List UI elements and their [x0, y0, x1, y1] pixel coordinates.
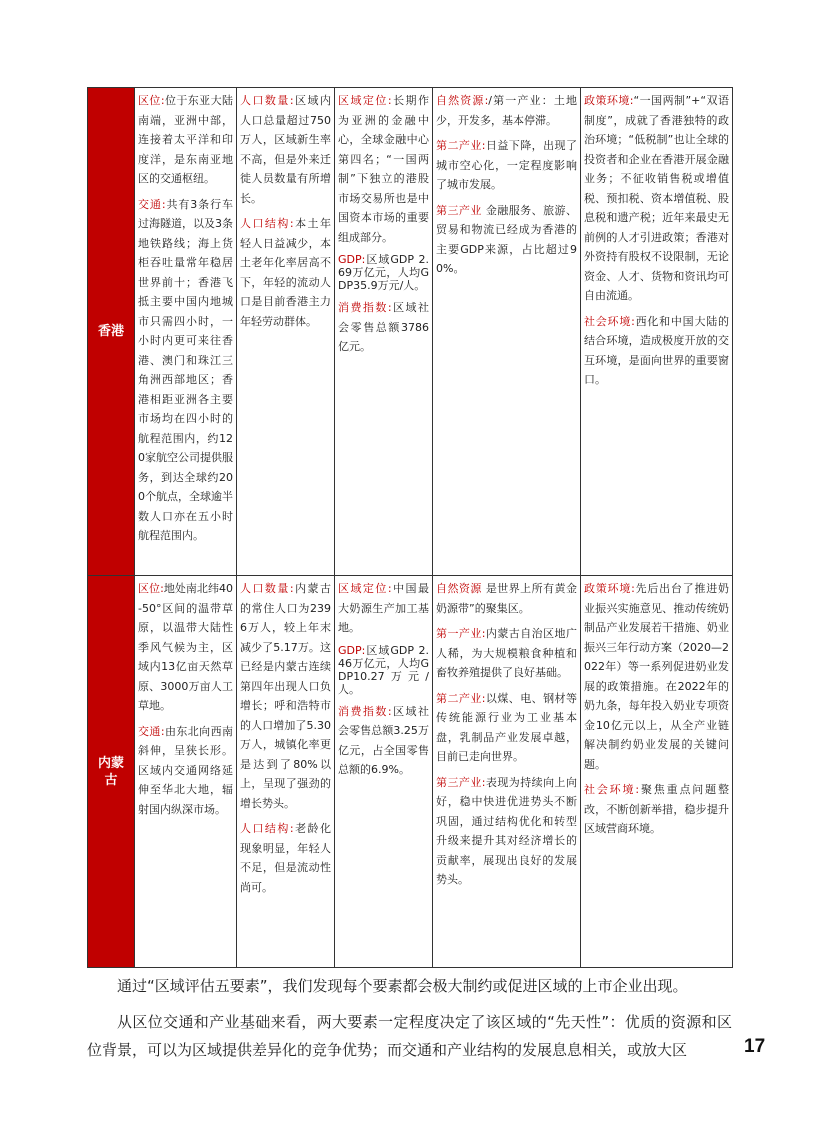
im-transport: 交通:由东北向西南斜伸，呈狭长形。区域内交通网络延伸至华北大地，辐射国内纵深市场。 — [138, 724, 233, 816]
hk-positioning-cell — [335, 88, 433, 576]
region-name-inner-mongolia: 内蒙古 — [88, 576, 135, 968]
region-comparison-table — [87, 87, 733, 968]
im-tertiary-industry: 第三产业:表现为持续向上向好，稳中快进优进势头不断巩固，通过结构优化和转型升级来提升其对经济增长的贡献率，展现出良好的发展势头。 — [436, 775, 577, 886]
hk-gdp: GDP:区域GDP 2.69万亿元，人均GDP35.9万元/人。 — [338, 253, 429, 292]
im-industry-cell — [433, 576, 581, 968]
im-gdp: GDP:区域GDP 2.46万亿元，人均GDP10.27万元/人。 — [338, 643, 429, 696]
hk-policy-environment: 政策环境:“一国两制”+“双语制度”，成就了香港独特的政治环境；“低税制”也让全球的投资者和企业在香港开展金融业务；不征收销售税或增值税、预扣税、资本增值税、股息税和遗产税；近年来最史无前例的人才引进政策；香港对外资持有股权不设限制，无论资金、人才、货物和资讯均可自由流通。 — [584, 94, 729, 302]
hk-natural-resources: 自然资源:/第一产业：土地少，开发多，基本停滞。 — [436, 94, 577, 127]
im-population-cell — [237, 576, 335, 968]
im-natural-resources: 自然资源 是世界上所有黄金奶源带”的聚集区。 — [436, 582, 578, 615]
hk-positioning: 区域定位:长期作为亚洲的金融中心，全球金融中心第四名；“一国两制”下独立的港股市场交易所也是中国资本市场的重要组成部分。 — [338, 94, 429, 244]
im-positioning-cell — [335, 576, 433, 968]
im-positioning: 区域定位:中国最大奶源生产加工基地。 — [338, 582, 429, 634]
table-row-hongkong — [88, 88, 733, 576]
hk-population-size: 人口数量:区域内人口总量超过750万人，区域新生率不高，但是外来迁徙人员数量有所增长。 — [240, 94, 331, 205]
hk-location: 区位:位于东亚大陆南端，亚洲中部，连接着太平洋和印度洋，是东南亚地区的交通枢纽。 — [138, 94, 233, 185]
hk-industry-cell — [433, 88, 581, 576]
im-population-structure: 人口结构:老龄化现象明显，年轻人不足，但是流动性尚可。 — [240, 822, 331, 894]
hk-social-environment: 社会环境:西化和中国大陆的结合环境，造成极度开放的交互环境，是面向世界的重要窗口。 — [584, 314, 729, 386]
im-location-transport-cell — [135, 576, 237, 968]
hk-environment-cell — [581, 88, 733, 576]
im-primary-industry: 第一产业:内蒙古自治区地广人稀，为大规模粮食种植和畜牧养殖提供了良好基础。 — [436, 627, 577, 679]
table-row-inner-mongolia — [88, 576, 733, 968]
im-location: 区位:地处南北纬40-50°区间的温带草原，以温带大陆性季风气候为主，区域内13亿亩天然草原、3000万亩人工草地。 — [138, 582, 233, 712]
hk-secondary-industry: 第二产业:日益下降，出现了城市空心化，一定程度影响了城市发展。 — [436, 139, 577, 191]
im-secondary-industry: 第二产业:以煤、电、钢材等传统能源行业为工业基本盘，乳制品产业发展卓越，目前已走向世界。 — [436, 691, 577, 763]
hk-location-transport-cell — [135, 88, 237, 576]
im-consumption: 消费指数:区域社会零售总额3.25万亿元，占全国零售总额的6.9%。 — [338, 704, 429, 776]
im-social-environment: 社会环境:聚焦重点问题整改，不断创新举措，稳步提升区域营商环境。 — [584, 783, 729, 835]
page-number: 17 — [744, 1036, 766, 1057]
hk-population-cell — [237, 88, 335, 576]
hk-tertiary-industry: 第三产业 金融服务、旅游、贸易和物流已经成为香港的主要GDP来源，占比超过90%。 — [436, 203, 578, 275]
hk-population-structure: 人口结构:本土年轻人日益减少，本土老年化率居高不下，年轻的流动人口是目前香港主力年轻劳动群体。 — [240, 217, 331, 328]
im-policy-environment: 政策环境:先后出台了推进奶业振兴实施意见、推动传统奶制品产业发展若干措施、奶业振兴三年行动方案（2020—2022年）等一系列促进奶业发展的政策措施。在2022年的奶九条，每年投入奶业专项资金10亿元以上，从全产业链解决制约奶业发展的关键问题。 — [584, 582, 729, 771]
im-population-size: 人口数量:内蒙古的常住人口为2396万人，较上年末减少了5.17万。这已经是内蒙古连续第四年出现人口负增长；呼和浩特市的人口增加了5.30万人，城镇化率更是达到了80%以上，呈现了强劲的增长势头。 — [240, 582, 331, 810]
region-name-hongkong: 香港 — [88, 88, 135, 576]
analysis-paragraph: 从区位交通和产业基础来看，两大要素一定程度决定了该区域的“先天性”：优质的资源和区位背景，可以为区域提供差异化的竞争优势；而交通和产业结构的发展息息相关，或放大区 — [87, 1013, 732, 1059]
im-environment-cell — [581, 576, 733, 968]
hk-transport: 交通:共有3条行车过海隧道，以及3条地铁路线；海上货柜吞吐量常年稳居世界前十；香港飞抵主要中国内地城市只需四小时，一小时内更可来往香港、澳门和珠江三角洲西部地区；香港相距亚洲各主要市场均在四小时的航程范围内，约120家航空公司提供服务，到达全球约200个航点，全球逾半数人口亦在五小时航程范围内。 — [138, 197, 233, 542]
hk-consumption: 消费指数:区域社会零售总额3786亿元。 — [338, 301, 429, 353]
summary-paragraph: 通过“区域评估五要素”，我们发现每个要素都会极大制约或促进区域的上市企业出现。 — [117, 977, 688, 995]
